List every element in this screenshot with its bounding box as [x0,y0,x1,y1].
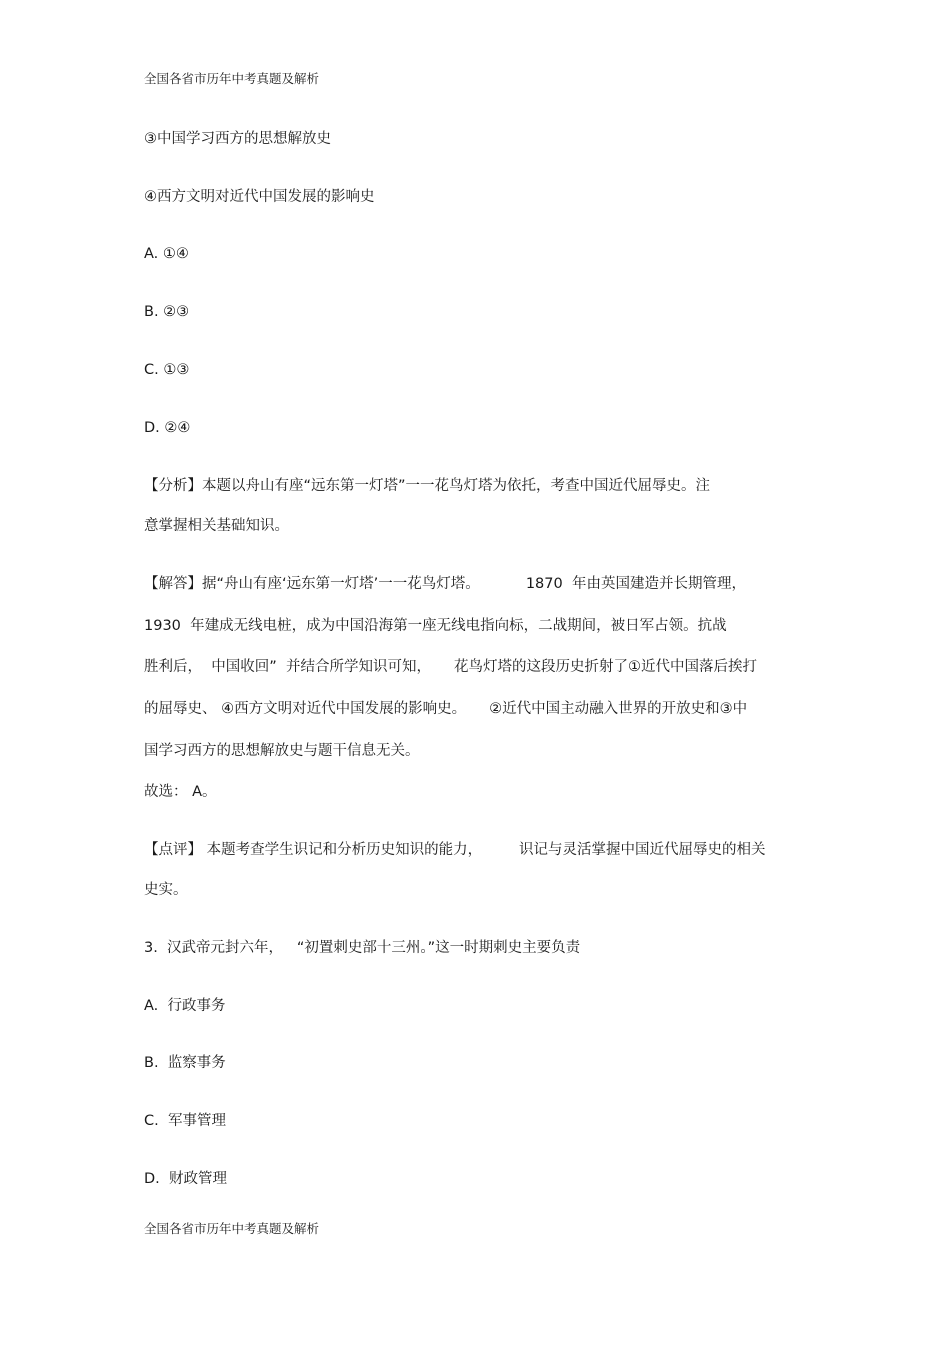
comment-line-1: 【点评】 本题考查学生识记和分析历史知识的能力， 识记与灵活掌握中国近代屈辱史的相关 [144,842,766,858]
prev-option-a: A. ①④ [144,246,189,262]
answer-line-2: 1930 年建成无线电桩，成为中国沿海第一座无线电指向标，二战期间，被日军占领。抗战 [144,618,727,634]
prev-item-4: ④西方文明对近代中国发展的影响史 [144,189,375,205]
question-3-option-d: D. 财政管理 [144,1171,227,1187]
question-3-option-a: A. 行政事务 [144,998,226,1014]
prev-option-c: C. ①③ [144,362,190,378]
question-3-option-c: C. 军事管理 [144,1113,226,1129]
comment-line-2: 史实。 [144,882,188,898]
prev-item-3: ③中国学习西方的思想解放史 [144,131,331,147]
page-footer: 全国各省市历年中考真题及解析 [144,1221,320,1236]
question-3-option-b: B. 监察事务 [144,1055,226,1071]
answer-choice: 故选： A。 [144,784,217,800]
prev-option-d: D. ②④ [144,420,191,436]
answer-line-3: 胜利后， 中国收回” 并结合所学知识可知， 花鸟灯塔的这段历史折射了①近代中国落后挨打 [144,659,757,675]
analysis-line-2: 意掌握相关基础知识。 [144,518,289,534]
answer-line-5: 国学习西方的思想解放史与题干信息无关。 [144,743,420,759]
answer-line-1: 【解答】据“舟山有座‘远东第一灯塔’一一花鸟灯塔。 1870 年由英国建造并长期管理， [144,576,746,592]
analysis-line-1: 【分析】本题以舟山有座“远东第一灯塔”一一花鸟灯塔为依托，考查中国近代屈辱史。注 [144,478,711,494]
page-header: 全国各省市历年中考真题及解析 [144,71,320,86]
prev-option-b: B. ②③ [144,304,190,320]
answer-line-4: 的屈辱史、 ④西方文明对近代中国发展的影响史。 ②近代中国主动融入世界的开放史和③中 [144,701,748,717]
question-3-stem: 3. 汉武帝元封六年， “初置刺史部十三州。”这一时期刺史主要负责 [144,940,581,956]
